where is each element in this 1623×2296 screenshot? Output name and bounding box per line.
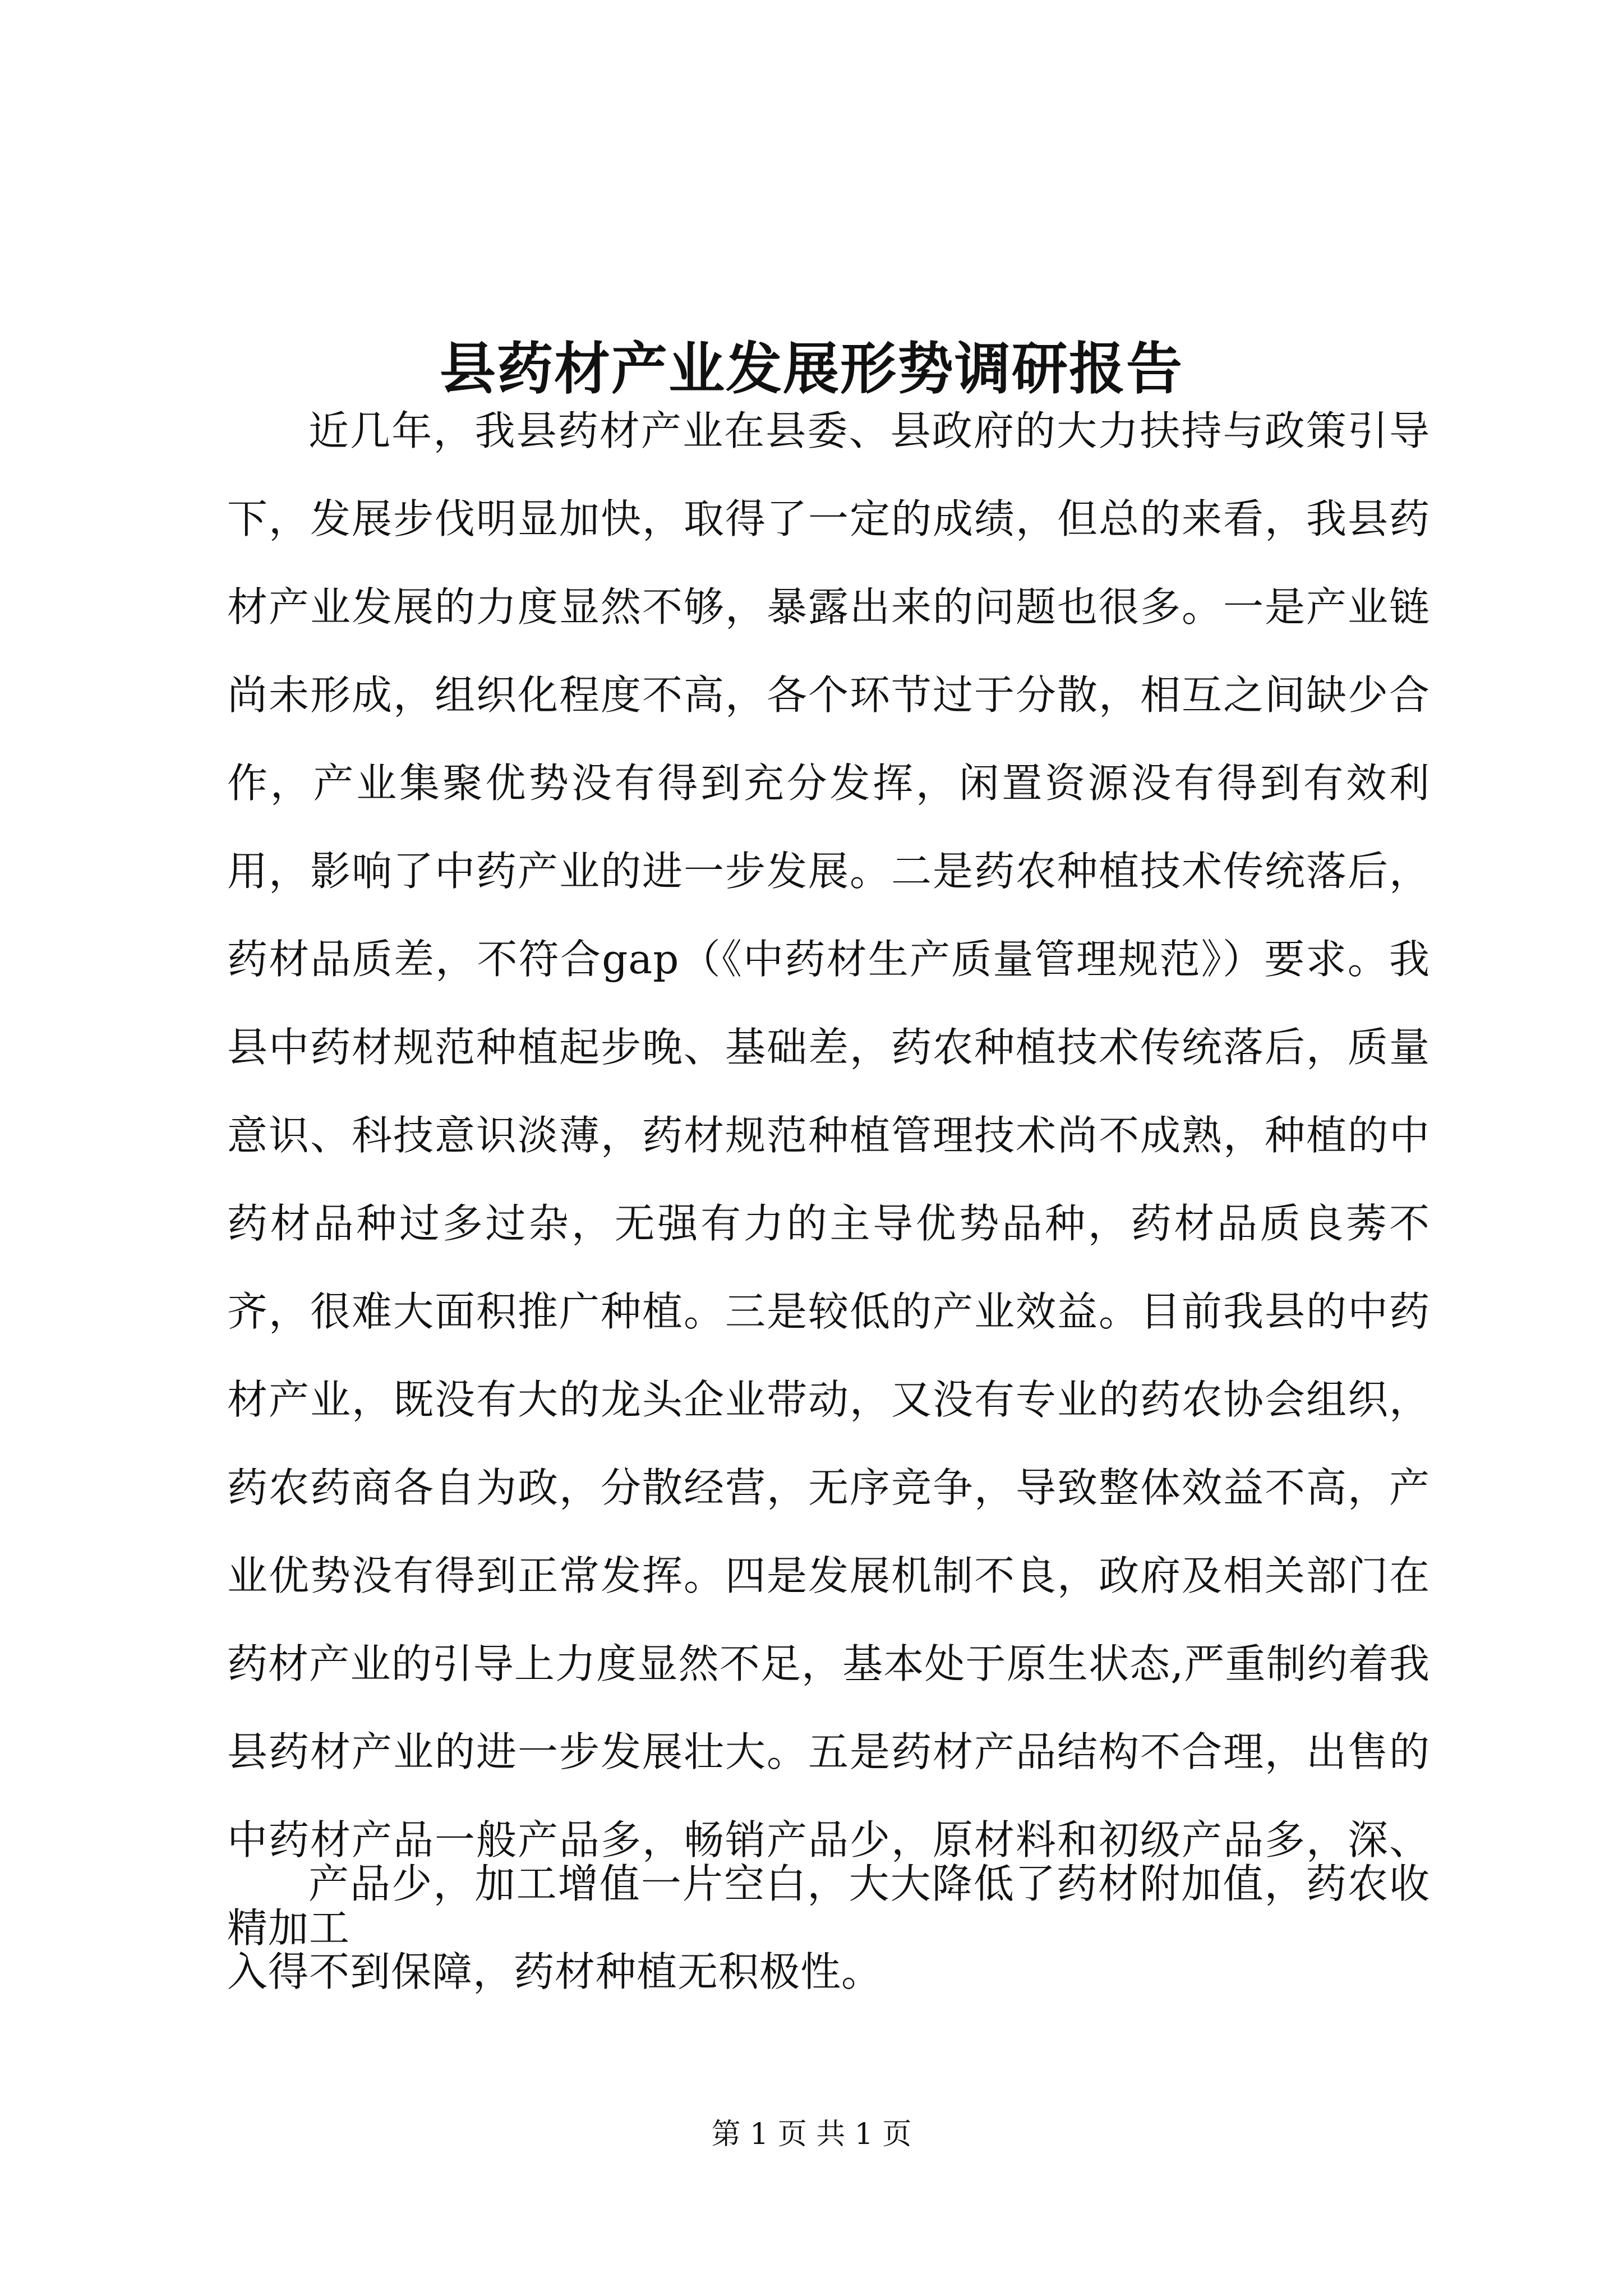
body-paragraph-1: 近几年，我县药材产业在县委、县政府的大力扶持与政策引导下，发展步伐明显加快，取得了一定的成绩，但总的来看，我县药材产业发展的力度显然不够，暴露出来的问题也很多。一是产业链尚未形成，组织化程度不高，各个环节过于分散，相互之间缺少合作，产业集聚优势没有得到充分发挥，闲置资源没有得到有效利用，影响了中药产业的进一步发展。二是药农种植技术传统落后，药材品质差，不符合gap（《中药材生产质量管理规范》）要求。我县中药材规范种植起步晚、基础差，药农种植技术传统落后，质量意识、科技意识淡薄，药材规范种植管理技术尚不成熟，种植的中药材品种过多过杂，无强有力的主导优势品种，药材品质良莠不齐，很难大面积推广种植。三是较低的产业效益。目前我县的中药材产业，既没有大的龙头企业带动，又没有专业的药农协会组织，药农药商各自为政，分散经营，无序竞争，导致整体效益不高，产业优势没有得到正常发挥。四是发展机制不良，政府及相关部门在药材产业的引导上力度显然不足，基本处于原生状态,严重制约着我县药材产业的进一步发展壮大。五是药材产品结构不合理，出售的中药材产品一般产品多，畅销产品少，原材料和初级产品多，深、精加工 — [227, 407, 1430, 1952]
document-title: 县药材产业发展形势调研报告 — [440, 335, 1183, 402]
body-paragraph-2: 产品少，加工增值一片空白，大大降低了药材附加值，药农收入得不到保障，药材种植无积极性。 — [227, 1860, 1430, 1995]
page-footer: 第 1 页 共 1 页 — [711, 2118, 912, 2151]
